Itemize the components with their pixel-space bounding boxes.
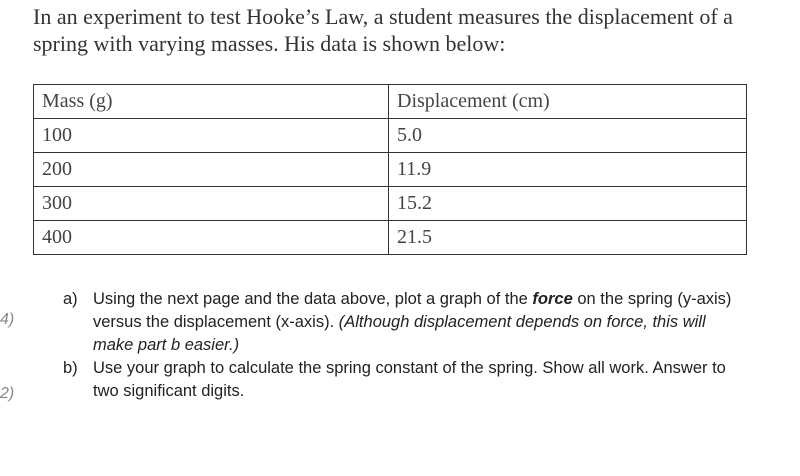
question-a xyxy=(60,288,740,357)
question-b-marks: 2) xyxy=(0,385,15,402)
displacement-cell: 15.2 xyxy=(389,187,747,221)
mass-cell: 300 xyxy=(34,187,389,221)
table-header-row xyxy=(34,85,747,119)
table-row xyxy=(34,119,747,153)
table-row xyxy=(34,221,747,255)
mass-cell: 100 xyxy=(34,119,389,153)
question-a-marks: 4) xyxy=(0,311,15,328)
mass-cell: 400 xyxy=(34,221,389,255)
question-a-italic-note: (Although displacement depends on force, this will make part b easier.) xyxy=(93,313,706,354)
question-a-bold-word: force xyxy=(532,290,573,308)
question-b-label: b) xyxy=(63,359,78,377)
mass-cell: 200 xyxy=(34,153,389,187)
table-row xyxy=(34,153,747,187)
question-b-text: Use your graph to calculate the spring constant of the spring. Show all work. Answer to two significant digits. xyxy=(93,359,726,400)
displacement-cell: 11.9 xyxy=(389,153,747,187)
displacement-cell: 5.0 xyxy=(389,119,747,153)
displacement-cell: 21.5 xyxy=(389,221,747,255)
column-header-mass: Mass (g) xyxy=(34,85,389,119)
question-list xyxy=(60,288,740,403)
question-a-text-1: Using the next page and the data above, plot a graph of the xyxy=(93,290,533,308)
intro-paragraph: In an experiment to test Hooke’s Law, a student measures the displacement of a spring with varying masses. His data is shown below: xyxy=(33,4,733,56)
table-row xyxy=(34,187,747,221)
question-a-label: a) xyxy=(63,290,78,308)
question-b xyxy=(60,357,740,403)
column-header-displacement: Displacement (cm) xyxy=(389,85,747,119)
data-table xyxy=(33,84,747,255)
question-a-text-2: on the spring (y-axis) versus the displacement (x-axis). xyxy=(93,290,732,331)
